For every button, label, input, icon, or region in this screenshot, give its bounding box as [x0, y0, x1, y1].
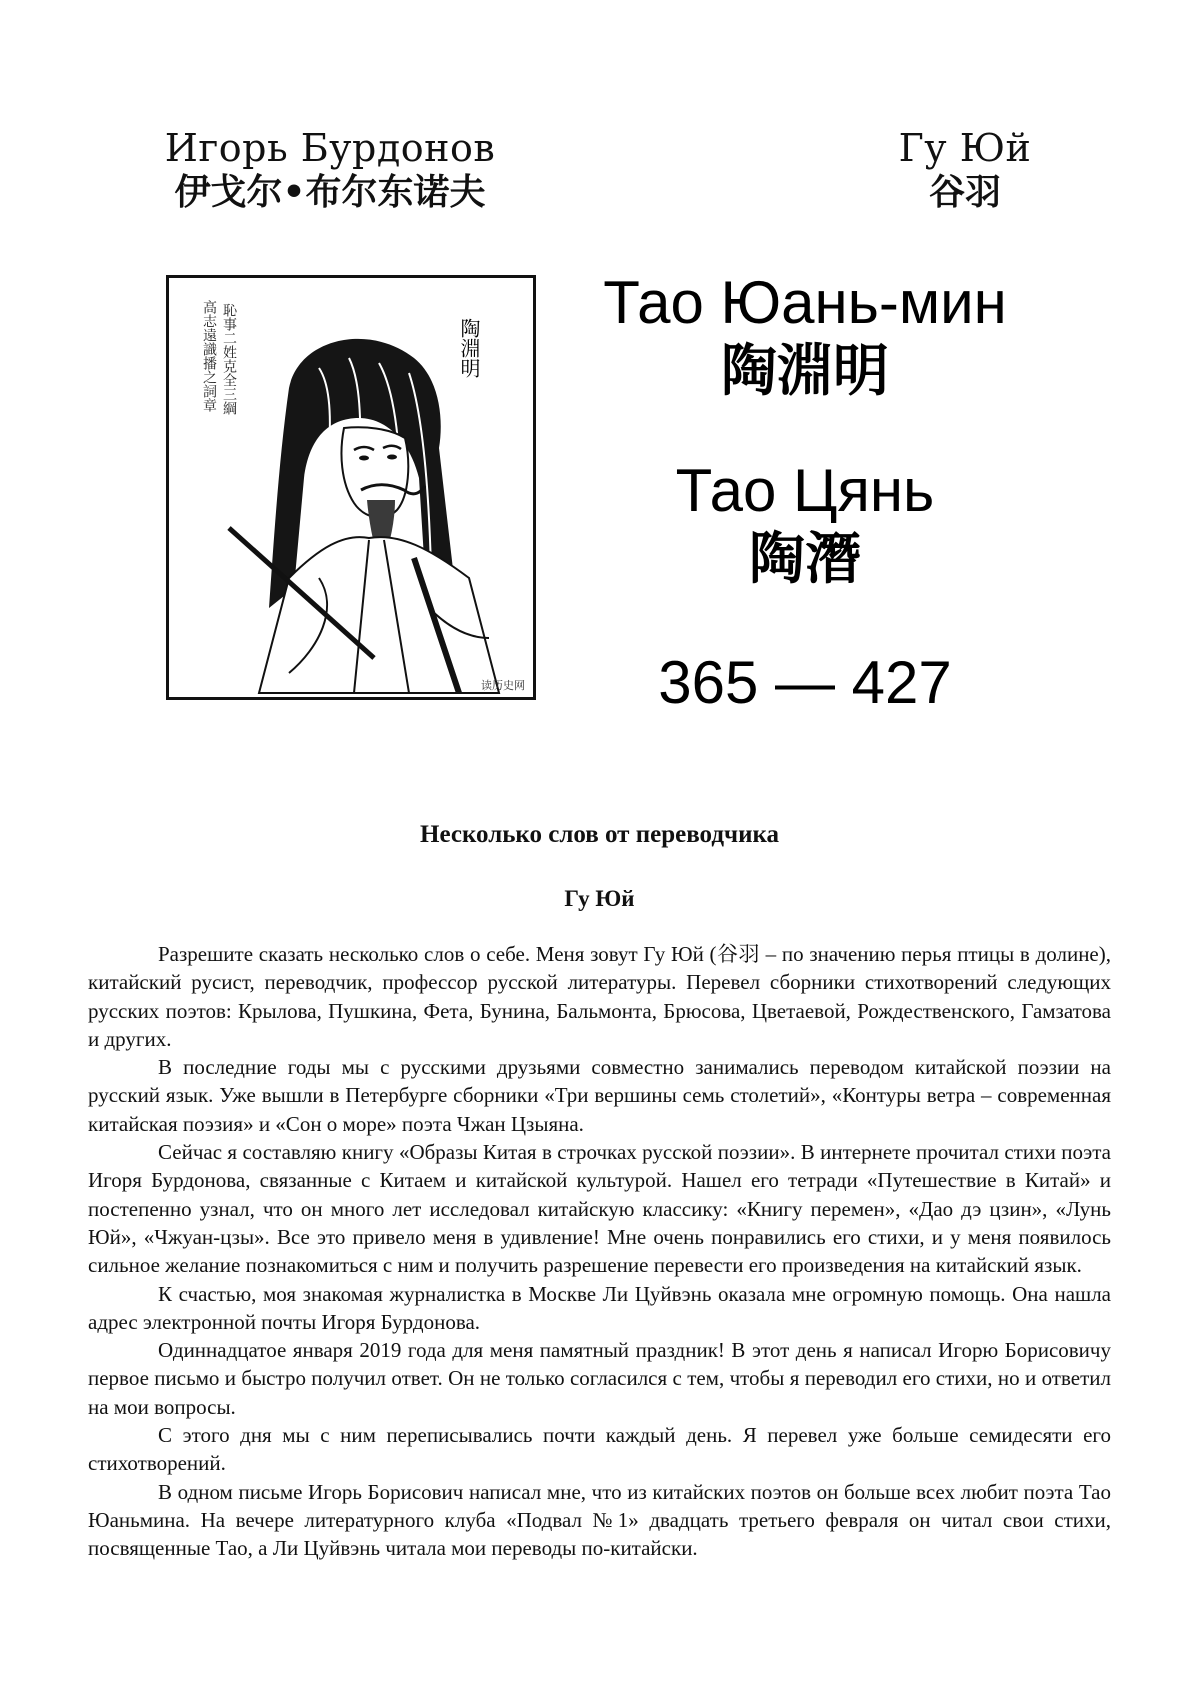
paragraph: Разрешите сказать несколько слов о себе. Меня зовут Гу Юй (谷羽 – по значению перья птицы в долине), китайский русист, переводчик, профессор русской литературы. Перевел сборники стихотворений следующих русских поэтов: Крылова, Пушкина, Фета, Бунина, Бальмонта, Брюсова, Цветаевой, Рождественского, Гамзатова и других.: [88, 942, 1111, 1051]
section-author: Гу Юй: [564, 886, 635, 911]
author-right-name-cn: 谷羽: [928, 172, 1001, 213]
portrait-watermark: 读历史网: [481, 679, 525, 692]
author-left-name-cn: 伊戈尔•布尔东诺夫: [174, 172, 486, 213]
poet-life-dates: 365 — 427: [658, 649, 952, 716]
section-title: Несколько слов от переводчика: [420, 821, 779, 848]
portrait-drawing: [169, 278, 533, 697]
paragraph: Сейчас я составляю книгу «Образы Китая в строчках русской поэзии». В интернете прочитал стихи поэта Игоря Бурдонова, связанные с Китаем и китайской культурой. Нашел его тетради «Путешествие в Китай» и постепенно узнал, что он много лет исследовал китайскую классику: «Книгу перемен», «Дао дэ цзин», «Лунь Юй», «Чжуан-цзы». Все это привело меня в удивление! Мне очень понравились его стихи, и у меня появилось сильное желание познакомиться с ним и получить разрешение перевести его произведения на китайский язык.: [88, 1140, 1111, 1278]
body-text: [88, 940, 1111, 1563]
poet-name-ru-2: Тао Цянь: [675, 457, 935, 524]
portrait-caption: 陶淵明: [457, 318, 481, 378]
portrait-inscription: [201, 299, 237, 416]
svg-text:恥事二姓克全三綱: 恥事二姓克全三綱: [221, 303, 237, 415]
poet-name-ru-1: Тао Юань-мин: [603, 269, 1007, 336]
author-left-name-ru: Игорь Бурдонов: [164, 126, 496, 170]
author-right: [870, 125, 1060, 215]
author-left: [140, 125, 520, 215]
poet-name-cn-2: 陶潛: [749, 527, 861, 592]
paragraph: С этого дня мы с ним переписывались почти каждый день. Я перевел уже больше семидесяти его стихотворений.: [88, 1423, 1111, 1476]
svg-text:高志遠識播之詞章: 高志遠識播之詞章: [201, 300, 217, 412]
paragraph: К счастью, моя знакомая журналистка в Москве Ли Цуйвэнь оказала мне огромную помощь. Она нашла адрес электронной почты Игоря Бурдонова.: [88, 1281, 1111, 1334]
author-right-name-ru: Гу Юй: [898, 126, 1032, 170]
paragraph: В одном письме Игорь Борисович написал мне, что из китайских поэтов он больше всех любит поэта Тао Юаньмина. На вечере литературного клуба «Подвал №1» двадцать третьего февраля он читал свои стихи, посвященные Тао, а Ли Цуйвэнь читала мои переводы по-китайски.: [88, 1479, 1111, 1561]
portrait-image: [166, 275, 536, 700]
paragraph: В последние годы мы с русскими друзьями совместно занимались переводом китайской поэзии на русский язык. Уже вышли в Петербурге сборники «Три вершины семь столетий», «Контуры ветра – современная китайская поэзия» и «Сон о море» поэта Чжан Цзыяна.: [88, 1055, 1111, 1136]
paragraph: Одиннадцатое января 2019 года для меня памятный праздник! В этот день я написал Игорю Борисовичу первое письмо и быстро получил ответ. Он не только согласился с тем, чтобы я переводил его стихи, но и ответил на мои вопросы.: [88, 1338, 1111, 1419]
poet-name-cn-1: 陶淵明: [721, 339, 889, 404]
